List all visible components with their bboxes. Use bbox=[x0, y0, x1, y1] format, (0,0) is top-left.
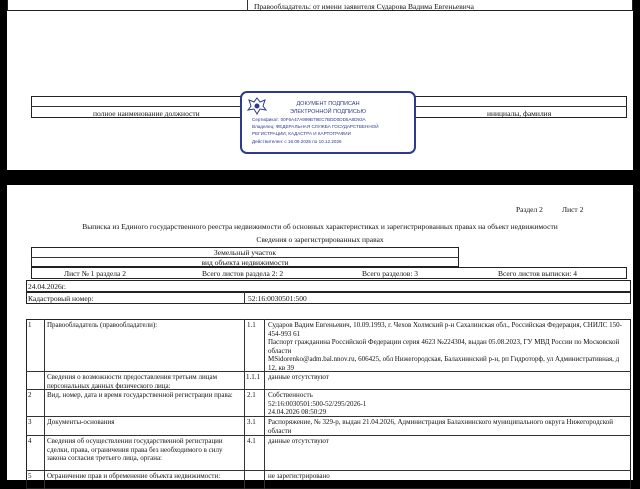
object-type-value: Земельный участок bbox=[213, 248, 277, 257]
cadastral-row bbox=[26, 292, 631, 304]
electronic-signature-stamp bbox=[240, 91, 416, 154]
stamp-title-2: ЭЛЕКТРОННОЙ ПОДПИСЬЮ bbox=[289, 109, 367, 115]
table-row-label: Вид, номер, дата и время государственной регистрации права: bbox=[47, 391, 233, 399]
cadastral-label: Кадастровый номер: bbox=[28, 294, 94, 303]
section-label: Раздел 2 bbox=[516, 205, 543, 214]
date-row bbox=[26, 280, 631, 292]
stamp-validity: Действителен: с 16.09.2025 по 10.12.2026 bbox=[252, 139, 342, 144]
table-row-num: 1 bbox=[28, 321, 32, 329]
table-row-label: Сведения об осуществлении государственной регистрации сделки, права, ограничения права без необходимого в силу закона согласия третьего лица, органа: bbox=[47, 437, 223, 462]
document-page-1 bbox=[7, 0, 633, 170]
table-row-value: данные отсутствуют bbox=[268, 373, 329, 381]
initials-label: инициалы, фамилия bbox=[487, 109, 552, 118]
stamp-owner-2: РЕГИСТРАЦИИ, КАДАСТРА И КАРТОГРАФИИ bbox=[252, 131, 351, 136]
extract-date: 24.04.2026г. bbox=[28, 282, 66, 291]
table-row-num: 2 bbox=[28, 391, 32, 399]
rightholder-details: Сударов Вадим Евгеньевич, 10.09.1993, г. Чехов Холмский р-н Сахалинская обл., Российская Федерация, СНИЛС 150-454-993 61 Паспорт гражданина Российской Федерации серия 4623 №224304, выдан 05.08.2023, ГУ МВД России по Московской области MSidorenko@adm.bal.nnov.ru, 606425, обл Нижегородская, Балахнинский р-н, рп Гидроторф, ул Административная, д 12, кв 39 bbox=[268, 321, 622, 372]
table-row-value: данные отсутствуют bbox=[268, 437, 329, 445]
table-row-sub: 1.1.1 bbox=[246, 373, 260, 381]
table-row-sub: 1.1 bbox=[247, 321, 256, 329]
table-row-label: Документы-основания bbox=[47, 418, 115, 426]
registration-details: Собственность 52:16:0030501:500-52/295/2026-1 24.04.2026 08:50:29 bbox=[268, 391, 367, 416]
sheets-total: Всего листов выписки: 4 bbox=[498, 269, 577, 278]
table-row-label: Правообладатель (правообладатели): bbox=[47, 321, 158, 329]
table-row-num: 3 bbox=[28, 418, 32, 426]
sheets-in-section: Всего листов раздела 2: 2 bbox=[202, 269, 284, 278]
table-row-value: не зарегистрировано bbox=[268, 472, 330, 480]
object-type-label: вид объекта недвижимости bbox=[201, 258, 289, 267]
table-row-sub: 4.1 bbox=[247, 437, 256, 445]
table-row-num: 4 bbox=[28, 437, 32, 445]
cadastral-value: 52:16:0030501:500 bbox=[248, 294, 307, 303]
table-row-label: Ограничение прав и обременение объекта недвижимости: bbox=[47, 472, 221, 480]
table-row-num: 5 bbox=[28, 472, 32, 480]
position-label: полное наименование должности bbox=[93, 109, 200, 118]
table-row-label: Сведения о возможности предоставления третьим лицам персональных данных физического лица: bbox=[47, 373, 218, 390]
document-subtitle: Сведения о зарегистрированных правах bbox=[256, 235, 384, 244]
sheet-number: Лист № 1 раздела 2 bbox=[64, 269, 126, 278]
sheet-label: Лист 2 bbox=[562, 205, 584, 214]
rightholder-note: Правообладатель: от имени заявителя Сударова Вадима Евгеньевича bbox=[254, 2, 474, 11]
basis-documents: Распоряжение, № 329-р, выдан 21.04.2026, Администрация Балахнинского муниципального округа Нижегородской области bbox=[268, 418, 614, 435]
document-title: Выписка из Единого государственного реестра недвижимости об основных характеристиках и зарегистрированных правах на объект недвижимости bbox=[82, 222, 558, 231]
stamp-title-1: ДОКУМЕНТ ПОДПИСАН bbox=[296, 101, 360, 107]
stamp-owner: Владелец: ФЕДЕРАЛЬНАЯ СЛУЖБА ГОСУДАРСТВЕННОЙ bbox=[252, 124, 379, 129]
document-page-2 bbox=[7, 185, 633, 480]
table-row-sub: 3.1 bbox=[247, 418, 256, 426]
stamp-certificate: Сертификат: 00F6A47A999B79EC7BDD0DD5A8D93A bbox=[252, 117, 366, 122]
table-row-sub: 2.1 bbox=[247, 391, 256, 399]
sections-total: Всего разделов: 3 bbox=[362, 269, 419, 278]
